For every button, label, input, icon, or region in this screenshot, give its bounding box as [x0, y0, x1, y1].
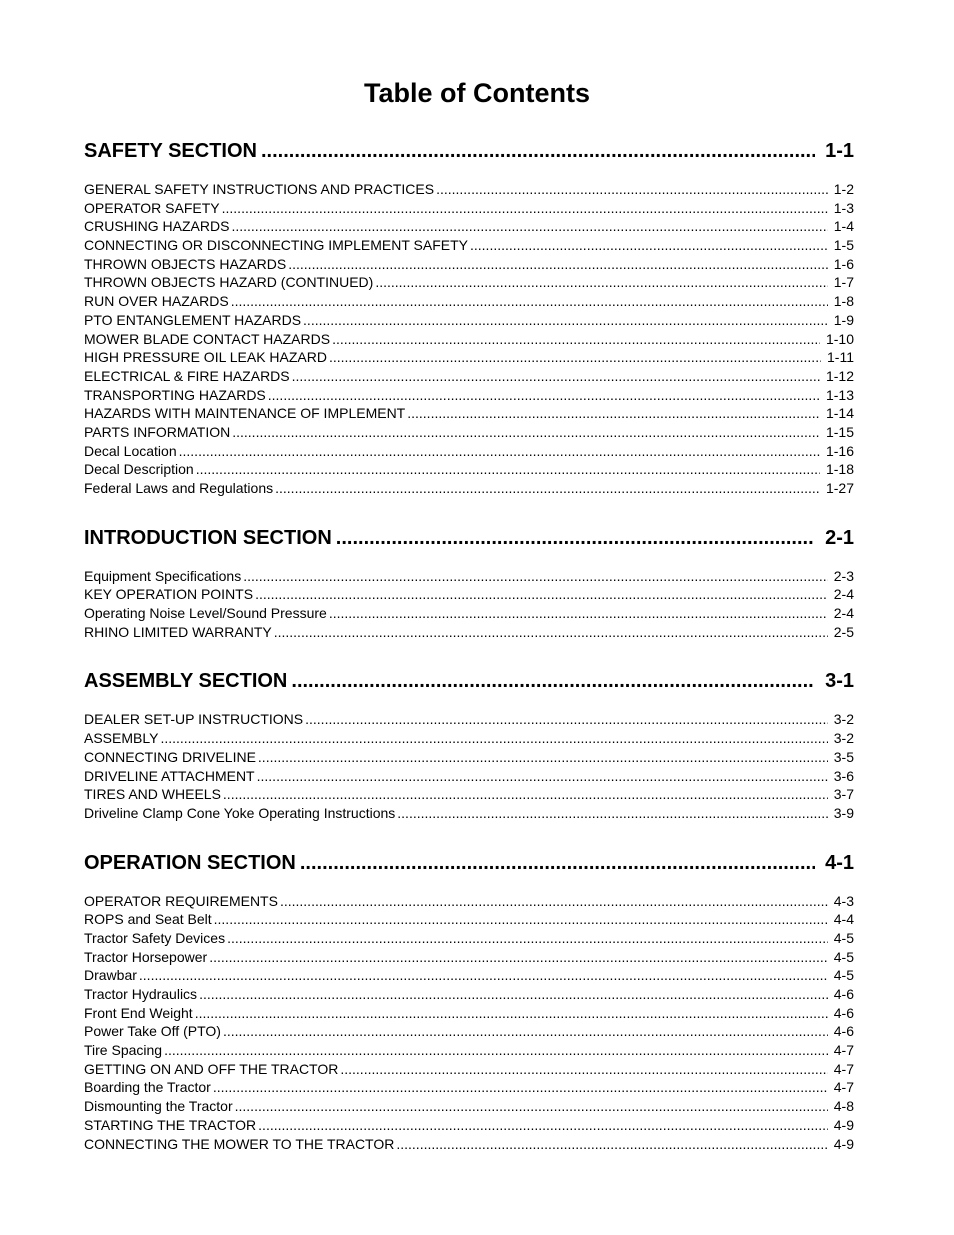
dot-leader — [227, 929, 828, 948]
entry-page-number: 1-6 — [833, 255, 854, 272]
dot-leader — [329, 348, 821, 367]
entry-title: Boarding the Tractor — [84, 1079, 211, 1096]
toc-entry[interactable] — [84, 767, 854, 786]
entry-title: PTO ENTANGLEMENT HAZARDS — [84, 311, 302, 328]
entry-page-number: 4-6 — [833, 1004, 854, 1021]
entry-title: THROWN OBJECTS HAZARD (CONTINUED) — [84, 274, 374, 291]
section-heading: SAFETY SECTION — [84, 140, 257, 162]
toc-entry[interactable] — [84, 729, 854, 748]
dot-leader — [195, 1004, 828, 1023]
toc-entry[interactable] — [84, 479, 854, 498]
toc-section — [84, 519, 854, 642]
dot-leader — [407, 404, 820, 423]
entry-title: OPERATOR REQUIREMENTS — [84, 892, 278, 909]
dot-leader — [223, 1022, 828, 1041]
entry-page-number: 3-6 — [833, 767, 854, 784]
toc-entry[interactable] — [84, 948, 854, 967]
entry-title: Tire Spacing — [84, 1042, 163, 1059]
dot-leader — [235, 1097, 828, 1116]
entry-title: CONNECTING DRIVELINE — [84, 748, 256, 765]
dot-leader — [275, 479, 820, 498]
toc-entry[interactable] — [84, 604, 854, 623]
entry-page-number: 4-7 — [833, 1079, 854, 1096]
entry-page-number: 1-5 — [833, 237, 854, 254]
entry-title: PARTS INFORMATION — [84, 423, 231, 440]
dot-leader — [340, 1060, 827, 1079]
toc-entry[interactable] — [84, 199, 854, 218]
entry-title: Decal Location — [84, 442, 177, 459]
entry-page-number: 2-4 — [833, 586, 854, 603]
entry-title: Decal Description — [84, 461, 194, 478]
entry-page-number: 4-7 — [833, 1060, 854, 1077]
entry-title: Equipment Specifications — [84, 567, 242, 584]
entry-page-number: 1-27 — [825, 480, 854, 496]
toc-entry[interactable] — [84, 567, 854, 586]
toc-entry[interactable] — [84, 623, 854, 642]
entry-page-number: 1-2 — [833, 181, 854, 197]
dot-leader — [332, 330, 820, 349]
entry-title: GENERAL SAFETY INSTRUCTIONS AND PRACTICES — [84, 181, 435, 197]
toc-section — [84, 132, 854, 498]
section-heading-row[interactable] — [84, 519, 854, 557]
entry-page-number: 1-11 — [827, 349, 854, 366]
toc-entry[interactable] — [84, 910, 854, 929]
entry-page-number: 1-14 — [825, 405, 854, 422]
dot-leader — [303, 311, 828, 330]
entry-page-number: 2-4 — [833, 605, 854, 622]
section-heading-row[interactable] — [84, 662, 854, 700]
dot-leader — [255, 585, 828, 604]
entry-page-number: 3-5 — [833, 748, 854, 765]
dot-leader — [243, 567, 828, 586]
dot-leader — [231, 292, 828, 311]
dot-leader — [214, 910, 828, 929]
dot-leader — [258, 748, 828, 767]
toc-entry[interactable] — [84, 442, 854, 461]
entry-page-number: 4-9 — [833, 1116, 854, 1133]
entry-page-number: 2-3 — [833, 567, 854, 584]
entry-title: STARTING THE TRACTOR — [84, 1116, 257, 1133]
entry-title: ASSEMBLY — [84, 730, 159, 747]
section-heading: INTRODUCTION SECTION — [84, 526, 332, 549]
toc-entry[interactable] — [84, 985, 854, 1004]
toc-entry[interactable] — [84, 367, 854, 386]
entry-title: Tractor Horsepower — [84, 948, 208, 965]
dot-leader — [222, 199, 828, 218]
entry-page-number: 1-10 — [825, 330, 854, 347]
section-heading: OPERATION SECTION — [84, 851, 296, 874]
toc-entry[interactable] — [84, 311, 854, 330]
entry-title: CONNECTING THE MOWER TO THE TRACTOR — [84, 1135, 395, 1152]
entry-page-number: 1-12 — [825, 367, 854, 384]
toc-entry[interactable] — [84, 348, 854, 367]
dot-leader — [291, 662, 815, 700]
entry-title: CRUSHING HAZARDS — [84, 218, 230, 235]
toc-entry[interactable] — [84, 180, 854, 199]
entry-title: RUN OVER HAZARDS — [84, 293, 229, 310]
entry-title: Tractor Safety Devices — [84, 929, 226, 946]
entry-page-number: 4-3 — [833, 892, 854, 909]
dot-leader — [436, 180, 828, 199]
dot-leader — [232, 423, 820, 442]
entry-page-number: 4-9 — [833, 1135, 854, 1152]
toc-entry[interactable] — [84, 386, 854, 405]
dot-leader — [261, 132, 815, 170]
section-page-number: 2-1 — [825, 526, 854, 549]
dot-leader — [258, 1116, 828, 1135]
dot-leader — [288, 255, 828, 274]
entry-title: Power Take Off (PTO) — [84, 1023, 221, 1040]
dot-leader — [164, 1041, 828, 1060]
entry-title: KEY OPERATION POINTS — [84, 586, 254, 603]
dot-leader — [139, 966, 828, 985]
entry-title: HAZARDS WITH MAINTENANCE OF IMPLEMENT — [84, 405, 406, 422]
toc-entry[interactable] — [84, 255, 854, 274]
entry-page-number: 1-4 — [833, 218, 854, 235]
toc-entry[interactable] — [84, 929, 854, 948]
entry-title: MOWER BLADE CONTACT HAZARDS — [84, 330, 331, 347]
toc-entry[interactable] — [84, 710, 854, 729]
entry-page-number: 2-5 — [833, 623, 854, 640]
toc-entry[interactable] — [84, 748, 854, 767]
entry-title: RHINO LIMITED WARRANTY — [84, 623, 272, 640]
toc-entry[interactable] — [84, 1135, 854, 1154]
dot-leader — [329, 604, 828, 623]
entry-page-number: 1-8 — [833, 293, 854, 310]
toc-entry[interactable] — [84, 1041, 854, 1060]
section-page-number: 1-1 — [825, 140, 854, 162]
dot-leader — [336, 519, 815, 557]
dot-leader — [268, 386, 820, 405]
entry-page-number: 3-7 — [833, 786, 854, 803]
entry-page-number: 4-7 — [833, 1042, 854, 1059]
toc-entry[interactable] — [84, 292, 854, 311]
toc-entry[interactable] — [84, 1004, 854, 1023]
entry-title: DRIVELINE ATTACHMENT — [84, 767, 255, 784]
dot-leader — [199, 985, 828, 1004]
entry-page-number: 1-9 — [833, 311, 854, 328]
toc-entry[interactable] — [84, 585, 854, 604]
dot-leader — [257, 767, 828, 786]
entry-page-number: 4-6 — [833, 986, 854, 1002]
entry-title: Dismounting the Tractor — [84, 1098, 233, 1115]
entry-title: Drawbar — [84, 967, 137, 984]
dot-leader — [196, 460, 820, 479]
toc-entry[interactable] — [84, 1060, 854, 1079]
entry-title: ELECTRICAL & FIRE HAZARDS — [84, 367, 290, 384]
dot-leader — [375, 273, 827, 292]
entry-page-number: 1-18 — [825, 461, 854, 478]
dot-leader — [179, 442, 820, 461]
section-page-number: 3-1 — [825, 670, 854, 693]
dot-leader — [231, 217, 827, 236]
entry-page-number: 4-5 — [833, 967, 854, 984]
dot-leader — [223, 785, 828, 804]
entry-page-number: 1-3 — [833, 199, 854, 216]
dot-leader — [305, 710, 828, 729]
dot-leader — [470, 236, 828, 255]
toc-entry[interactable] — [84, 460, 854, 479]
toc-entry[interactable] — [84, 785, 854, 804]
dot-leader — [396, 1135, 827, 1154]
entry-title: Federal Laws and Regulations — [84, 480, 274, 496]
section-heading-row[interactable] — [84, 132, 854, 170]
toc-section — [84, 844, 854, 1154]
entry-page-number: 4-5 — [833, 929, 854, 946]
dot-leader — [274, 623, 828, 642]
dot-leader — [292, 367, 820, 386]
entry-title: Operating Noise Level/Sound Pressure — [84, 605, 327, 622]
entry-title: TRANSPORTING HAZARDS — [84, 386, 266, 403]
entry-page-number: 4-8 — [833, 1098, 854, 1115]
toc-entry[interactable] — [84, 404, 854, 423]
toc-entry[interactable] — [84, 330, 854, 349]
toc-entry[interactable] — [84, 892, 854, 911]
section-heading-row[interactable] — [84, 844, 854, 882]
dot-leader — [300, 844, 815, 882]
entry-page-number: 3-2 — [833, 711, 854, 728]
dot-leader — [213, 1078, 828, 1097]
entry-title: OPERATOR SAFETY — [84, 199, 220, 216]
toc-entry[interactable] — [84, 423, 854, 442]
page-title: Table of Contents — [364, 78, 590, 108]
dot-leader — [209, 948, 828, 967]
dot-leader — [160, 729, 827, 748]
entry-title: TIRES AND WHEELS — [84, 786, 221, 803]
dot-leader — [397, 804, 827, 823]
toc-entry[interactable] — [84, 804, 854, 823]
toc-entry[interactable] — [84, 1116, 854, 1135]
entry-page-number: 3-2 — [833, 730, 854, 747]
entry-title: DEALER SET-UP INSTRUCTIONS — [84, 711, 304, 728]
entry-page-number: 4-5 — [833, 948, 854, 965]
entry-title: HIGH PRESSURE OIL LEAK HAZARD — [84, 349, 327, 366]
toc-section — [84, 662, 854, 822]
toc-entry[interactable] — [84, 1022, 854, 1041]
toc-entry[interactable] — [84, 1078, 854, 1097]
section-heading: ASSEMBLY SECTION — [84, 670, 288, 693]
dot-leader — [280, 892, 828, 911]
entry-title: ROPS and Seat Belt — [84, 911, 212, 928]
entry-page-number: 3-9 — [833, 804, 854, 821]
entry-title: GETTING ON AND OFF THE TRACTOR — [84, 1060, 339, 1077]
toc-entry[interactable] — [84, 236, 854, 255]
entry-page-number: 1-15 — [825, 423, 854, 440]
toc-entry[interactable] — [84, 217, 854, 236]
section-page-number: 4-1 — [825, 851, 854, 874]
toc-entry[interactable] — [84, 966, 854, 985]
toc-entry[interactable] — [84, 273, 854, 292]
entry-page-number: 4-6 — [833, 1023, 854, 1040]
entry-title: Tractor Hydraulics — [84, 986, 198, 1002]
entry-page-number: 1-7 — [833, 274, 854, 291]
entry-title: Front End Weight — [84, 1004, 193, 1021]
table-of-contents — [84, 132, 854, 1174]
entry-page-number: 1-16 — [825, 442, 854, 459]
entry-page-number: 1-13 — [825, 386, 854, 403]
entry-page-number: 4-4 — [833, 911, 854, 928]
entry-title: THROWN OBJECTS HAZARDS — [84, 255, 287, 272]
entry-title: CONNECTING OR DISCONNECTING IMPLEMENT SAFETY — [84, 237, 468, 254]
entry-title: Driveline Clamp Cone Yoke Operating Instructions — [84, 804, 396, 821]
toc-entry[interactable] — [84, 1097, 854, 1116]
